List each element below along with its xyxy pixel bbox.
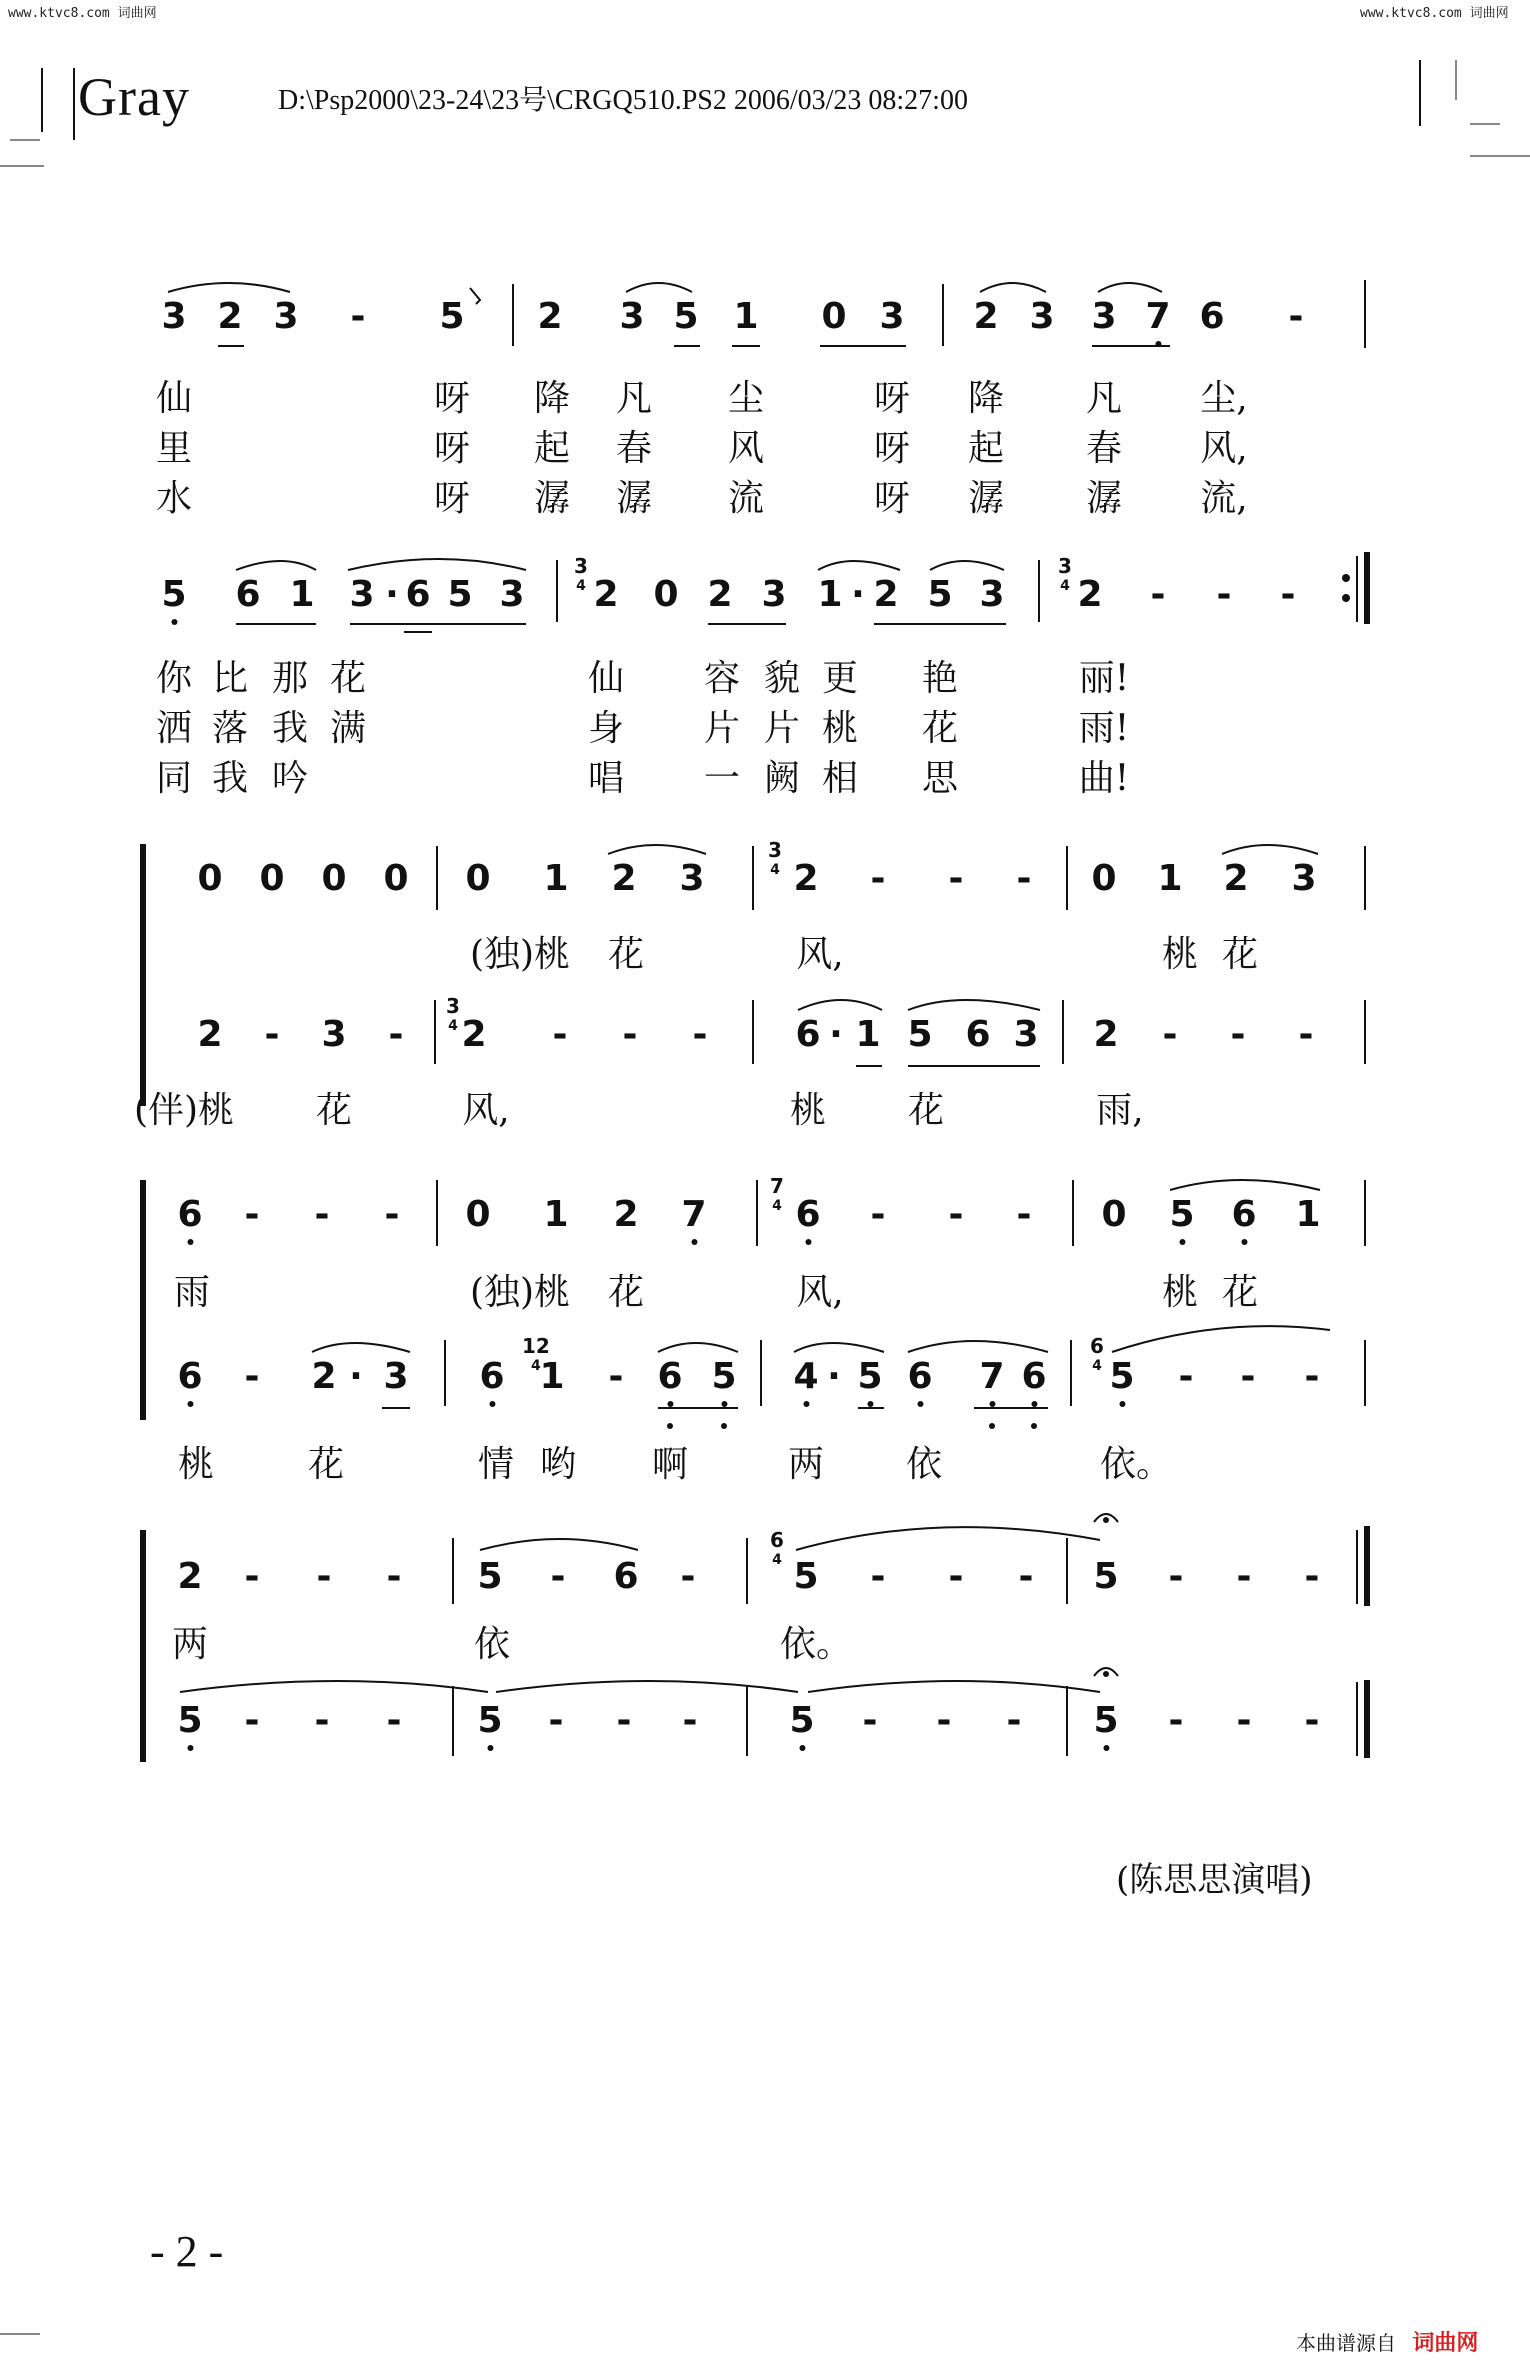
lyric: 依。 [779, 1624, 853, 1665]
note: 1 [1157, 858, 1183, 899]
note: - [350, 296, 366, 337]
system-bracket [140, 1530, 146, 1762]
lyric: 春 [1085, 428, 1123, 469]
note: 5 [447, 574, 473, 615]
lyric: 比 [211, 658, 249, 699]
note: 6 [479, 1356, 505, 1397]
note: - [948, 1556, 964, 1597]
final-barline-thin [1356, 1530, 1358, 1604]
lyric: 起 [967, 428, 1005, 469]
footer-brand-link[interactable]: 词曲网 [1412, 2331, 1479, 2356]
lyric: 唱 [587, 758, 625, 799]
note: 1 [1295, 1194, 1321, 1235]
barline [1038, 560, 1040, 622]
note: 0 [465, 1194, 491, 1235]
note: 3 [619, 296, 645, 337]
time-signature [770, 1176, 784, 1216]
note: - [244, 1356, 260, 1397]
note: 3 [161, 296, 187, 337]
barline [556, 560, 558, 622]
lyric: 花 [607, 934, 645, 975]
note: 0 [653, 574, 679, 615]
lyric: 潺 [615, 478, 653, 519]
note: - [388, 1014, 404, 1055]
page-number: - 2 - [150, 2227, 224, 2276]
lyric: 雨! [1078, 708, 1130, 749]
note: 6 [907, 1356, 933, 1397]
lyric: 满 [329, 708, 367, 749]
note: - [1230, 1014, 1246, 1055]
lyric: 呀 [433, 378, 471, 419]
note: - [1304, 1700, 1320, 1741]
barline [444, 1340, 446, 1406]
note: 3 [321, 1014, 347, 1055]
note-dot: · [385, 574, 399, 615]
lyric: 春 [615, 428, 653, 469]
meter-bottom: 4 [770, 862, 780, 878]
lyric: 艳 [921, 658, 959, 699]
barline [452, 1686, 454, 1756]
note: 5 [857, 1356, 883, 1397]
footer-source-text: 本曲谱源自 [1296, 2331, 1396, 2355]
gray-label: Gray [78, 67, 190, 127]
barline [1364, 1180, 1366, 1246]
lyric: 潺 [1085, 478, 1123, 519]
note: - [1018, 1556, 1034, 1597]
final-barline-thick [1364, 1680, 1370, 1758]
lyric: (独)桃 [469, 1272, 571, 1313]
note: 5 [1093, 1700, 1119, 1741]
note: 5 [477, 1700, 503, 1741]
note: - [622, 1014, 638, 1055]
note: - [680, 1556, 696, 1597]
note: - [1280, 574, 1296, 615]
note: 3 [679, 858, 705, 899]
lyric: 啊 [651, 1444, 689, 1485]
note: 1 [733, 296, 759, 337]
note: - [608, 1356, 624, 1397]
note: 2 [873, 574, 899, 615]
note: 3 [1013, 1014, 1039, 1055]
lyric: 花 [607, 1272, 645, 1313]
note: 3 [879, 296, 905, 337]
note: 5 [793, 1556, 819, 1597]
barline [752, 846, 754, 910]
note: - [1304, 1556, 1320, 1597]
note: 5 [927, 574, 953, 615]
lyric: 仙 [587, 658, 625, 699]
lyric: 我 [211, 758, 249, 799]
note: - [384, 1194, 400, 1235]
note: - [244, 1556, 260, 1597]
note: - [948, 858, 964, 899]
lyric: 洒 [155, 708, 193, 749]
meter-top: 6 [1090, 1334, 1104, 1358]
note: 6 [177, 1194, 203, 1235]
barline [1072, 1180, 1074, 1246]
lyric: (独)桃 [469, 934, 571, 975]
meter-top: 7 [770, 1174, 784, 1198]
time-signature [1058, 556, 1072, 596]
barline [1364, 1000, 1366, 1064]
note: 6 [177, 1356, 203, 1397]
lyric: 相 [821, 758, 859, 799]
note: - [1016, 1194, 1032, 1235]
note: - [316, 1556, 332, 1597]
note: 3 [1029, 296, 1055, 337]
barline [746, 1686, 748, 1756]
barline [1066, 1686, 1068, 1756]
note: - [1298, 1014, 1314, 1055]
note: 5 [1093, 1556, 1119, 1597]
time-signature [770, 1530, 784, 1570]
note: 1 [543, 858, 569, 899]
note: 7 [681, 1194, 707, 1235]
lyric: 水 [155, 478, 193, 519]
note: - [548, 1700, 564, 1741]
lyric: 潺 [533, 478, 571, 519]
lyric: 花 [1221, 934, 1259, 975]
lyric: 桃 [177, 1444, 215, 1485]
note: - [616, 1700, 632, 1741]
note-dot: · [829, 1014, 843, 1055]
note: 0 [197, 858, 223, 899]
barline [760, 1340, 762, 1406]
note: - [386, 1556, 402, 1597]
lyric: 你 [155, 658, 193, 699]
barline [452, 1538, 454, 1604]
barline [1066, 846, 1068, 910]
note: 5 [1169, 1194, 1195, 1235]
note: 2 [613, 1194, 639, 1235]
barline [1070, 1340, 1072, 1406]
note: 0 [821, 296, 847, 337]
note: - [1288, 296, 1304, 337]
note: 2 [707, 574, 733, 615]
note: 6 [1199, 296, 1225, 337]
lyric: 呀 [873, 428, 911, 469]
note: - [386, 1700, 402, 1741]
note: 6 [1021, 1356, 1047, 1397]
time-signature [522, 1336, 550, 1376]
note: 2 [593, 574, 619, 615]
barline [942, 284, 944, 346]
barline [434, 1000, 436, 1064]
watermark-left: www.ktvc8.com 词曲网 [8, 6, 157, 21]
note: 0 [321, 858, 347, 899]
note: - [244, 1700, 260, 1741]
meter-bottom: 4 [772, 1198, 782, 1214]
system-bracket [140, 1180, 146, 1420]
performer-credit: (陈思思演唱) [1116, 1860, 1313, 1900]
meter-top: 3 [574, 554, 588, 578]
barline [436, 846, 438, 910]
note: - [862, 1700, 878, 1741]
lyric: 流, [1200, 478, 1248, 519]
barline [1364, 846, 1366, 910]
note: - [550, 1556, 566, 1597]
note-dot: · [851, 574, 865, 615]
note: 3 [273, 296, 299, 337]
note: 2 [177, 1556, 203, 1597]
lyric: 貌 [763, 658, 801, 699]
note: 3 [979, 574, 1005, 615]
lyric: 风 [727, 428, 765, 469]
lyric: 片 [703, 708, 741, 749]
meter-top: 3 [768, 838, 782, 862]
file-path-line: D:\Psp2000\23-24\23号\CRGQ510.PS2 2006/03/23 08:27:00 [278, 85, 968, 116]
lyric: 桃 [789, 1090, 827, 1131]
note: 1 [817, 574, 843, 615]
note: 2 [1093, 1014, 1119, 1055]
note: 2 [973, 296, 999, 337]
note: 5 [1109, 1356, 1135, 1397]
note: 6 [965, 1014, 991, 1055]
note: 0 [1101, 1194, 1127, 1235]
lyric: 依 [473, 1624, 511, 1665]
lyric: 里 [155, 428, 193, 469]
lyric: 丽! [1078, 658, 1130, 699]
lyric: 雨, [1096, 1090, 1144, 1131]
note: 2 [1223, 858, 1249, 899]
note: - [1168, 1700, 1184, 1741]
meter-top: 6 [770, 1528, 784, 1552]
note: - [1304, 1356, 1320, 1397]
note: 6 [405, 574, 431, 615]
lyric: 仙 [155, 378, 193, 419]
lyric: 思 [921, 758, 959, 799]
note: 5 [789, 1700, 815, 1741]
note: 6 [657, 1356, 683, 1397]
lyric: 降 [967, 378, 1005, 419]
lyric: 曲! [1078, 758, 1130, 799]
meter-bottom: 4 [1092, 1358, 1102, 1374]
note: 2 [461, 1014, 487, 1055]
meter-bottom: 4 [531, 1358, 541, 1374]
lyric: 潺 [967, 478, 1005, 519]
note: - [244, 1194, 260, 1235]
lyric: 花 [907, 1090, 945, 1131]
note: 2 [197, 1014, 223, 1055]
note: 4 [793, 1356, 819, 1397]
meter-top: 3 [1058, 554, 1072, 578]
note: 7 [979, 1356, 1005, 1397]
time-signature [1090, 1336, 1104, 1376]
note: 1 [543, 1194, 569, 1235]
note: 6 [613, 1556, 639, 1597]
lyric: 两 [171, 1624, 209, 1665]
barline [1066, 1538, 1068, 1604]
note: 6 [795, 1194, 821, 1235]
note: 3 [1091, 296, 1117, 337]
lyric: 风, [796, 1272, 844, 1313]
note: 1 [855, 1014, 881, 1055]
lyric: 依。 [1099, 1444, 1173, 1485]
lyric: 凡 [1085, 378, 1123, 419]
note: - [1150, 574, 1166, 615]
note: 1 [289, 574, 315, 615]
time-signature [768, 840, 782, 880]
lyric: 桃 [1161, 934, 1199, 975]
note: - [1236, 1556, 1252, 1597]
meter-bottom: 4 [448, 1018, 458, 1034]
watermark-right: www.ktvc8.com 词曲网 [1360, 6, 1509, 21]
lyric: 尘 [727, 378, 765, 419]
note: 3 [499, 574, 525, 615]
lyric: 桃 [821, 708, 859, 749]
lyric: 吟 [271, 758, 309, 799]
note: - [936, 1700, 952, 1741]
meter-bottom: 4 [1060, 578, 1070, 594]
barline [1364, 1340, 1366, 1406]
barline [512, 284, 514, 346]
lyric: 那 [271, 658, 309, 699]
lyric: 身 [587, 708, 625, 749]
note: 2 [611, 858, 637, 899]
lyric: 片 [763, 708, 801, 749]
barline [1062, 1000, 1064, 1064]
lyric: 风, [1200, 428, 1248, 469]
meter-bottom: 4 [576, 578, 586, 594]
lyric: 桃 [1161, 1272, 1199, 1313]
note: 6 [235, 574, 261, 615]
lyric: 依 [905, 1444, 943, 1485]
note: 2 [1077, 574, 1103, 615]
time-signature [574, 556, 588, 596]
lyric: 风, [462, 1090, 510, 1131]
note: - [870, 858, 886, 899]
lyric: 起 [533, 428, 571, 469]
note: - [948, 1194, 964, 1235]
note: - [1016, 858, 1032, 899]
note: 1 [539, 1356, 565, 1397]
meter-top: 3 [446, 994, 460, 1018]
lyric: 呀 [873, 478, 911, 519]
note: 0 [259, 858, 285, 899]
note-dot: · [827, 1356, 841, 1397]
lyric: 更 [821, 658, 859, 699]
barline [756, 1180, 758, 1246]
lyric: 哟 [539, 1444, 577, 1485]
note: - [1006, 1700, 1022, 1741]
note: 3 [383, 1356, 409, 1397]
note: - [314, 1700, 330, 1741]
note: - [1216, 574, 1232, 615]
lyric: 容 [703, 658, 741, 699]
note: 2 [311, 1356, 337, 1397]
lyric: 流 [727, 478, 765, 519]
note: 3 [1291, 858, 1317, 899]
note: 0 [383, 858, 409, 899]
note: 3 [349, 574, 375, 615]
note: 5 [477, 1556, 503, 1597]
lyric: 阙 [763, 758, 801, 799]
lyric: 花 [921, 708, 959, 749]
lyric: 降 [533, 378, 571, 419]
repeat-barline-thin [1356, 556, 1358, 622]
note: 7 [1145, 296, 1171, 337]
note: 6 [795, 1014, 821, 1055]
system-bracket [140, 844, 146, 1106]
note: - [870, 1556, 886, 1597]
note: 5 [673, 296, 699, 337]
note: 2 [793, 858, 819, 899]
barline [752, 1000, 754, 1064]
note-dot: · [349, 1356, 363, 1397]
lyric: 两 [787, 1444, 825, 1485]
note: 5 [711, 1356, 737, 1397]
note: - [314, 1194, 330, 1235]
lyric: 花 [329, 658, 367, 699]
note: - [1236, 1700, 1252, 1741]
meter-top: 12 [522, 1334, 550, 1358]
final-barline-thick [1364, 1526, 1370, 1606]
note: 2 [537, 296, 563, 337]
final-barline-thin [1356, 1682, 1358, 1756]
note: - [692, 1014, 708, 1055]
time-signature [446, 996, 460, 1036]
lyric: 呀 [433, 428, 471, 469]
lyric: 情 [477, 1444, 515, 1485]
lyric: 一 [703, 758, 741, 799]
barline [1364, 280, 1366, 348]
lyric: 呀 [873, 378, 911, 419]
note: - [682, 1700, 698, 1741]
note: 5 [907, 1014, 933, 1055]
lyric: 花 [1221, 1272, 1259, 1313]
barline [746, 1538, 748, 1604]
note: 5 [177, 1700, 203, 1741]
note: - [1240, 1356, 1256, 1397]
note: 6 [1231, 1194, 1257, 1235]
note: 5 [161, 574, 187, 615]
note: 5 [439, 296, 465, 337]
lyric: 我 [271, 708, 309, 749]
lyric: (伴)桃 [133, 1090, 235, 1131]
footer-source [1296, 2326, 1478, 2357]
lyric: 雨 [173, 1272, 211, 1313]
repeat-barline-thick [1364, 552, 1370, 624]
lyric: 尘, [1200, 378, 1248, 419]
note: - [870, 1194, 886, 1235]
meter-bottom: 4 [772, 1552, 782, 1568]
lyric: 呀 [433, 478, 471, 519]
lyric: 凡 [615, 378, 653, 419]
lyric: 花 [315, 1090, 353, 1131]
note: - [264, 1014, 280, 1055]
lyric: 落 [211, 708, 249, 749]
lyric: 同 [155, 758, 193, 799]
note: - [1178, 1356, 1194, 1397]
note: - [1168, 1556, 1184, 1597]
barline [436, 1180, 438, 1246]
lyric: 花 [307, 1444, 345, 1485]
note: 3 [761, 574, 787, 615]
note: - [1162, 1014, 1178, 1055]
note: - [552, 1014, 568, 1055]
note: 0 [465, 858, 491, 899]
lyric: 风, [796, 934, 844, 975]
note: 2 [217, 296, 243, 337]
note: 0 [1091, 858, 1117, 899]
